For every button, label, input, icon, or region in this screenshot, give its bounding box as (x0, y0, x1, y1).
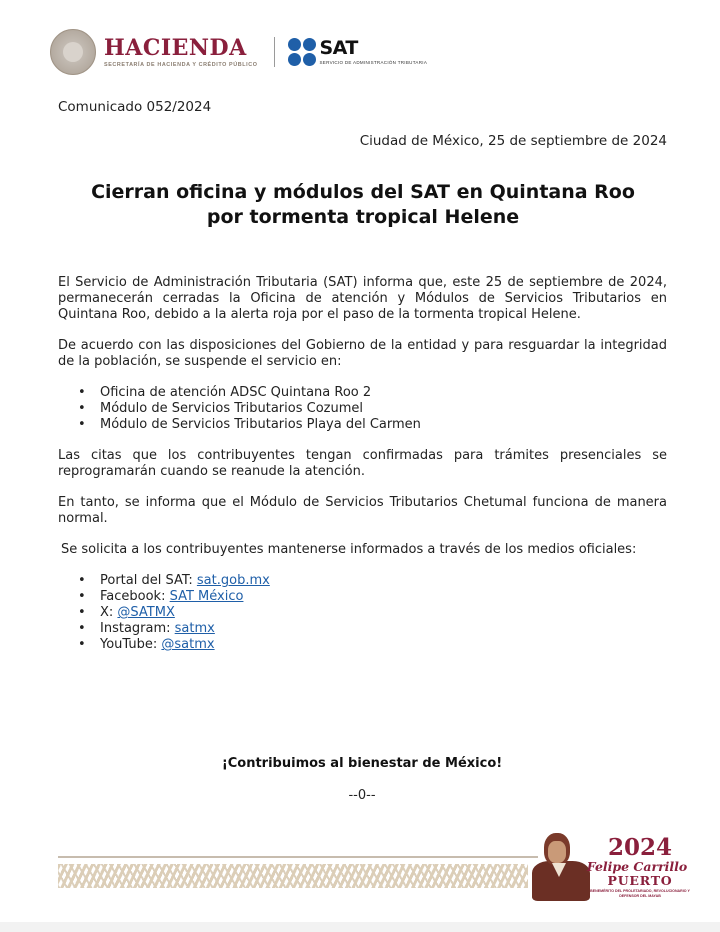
sat-subtitle: SERVICIO DE ADMINISTRACIÓN TRIBUTARIA (319, 60, 428, 65)
channel-facebook (100, 589, 667, 605)
title-line-1: Cierran oficina y módulos del SAT en Quintana Roo (91, 181, 635, 203)
channel-label: Instagram: (100, 621, 175, 636)
channel-label: X: (100, 605, 118, 620)
document-title (58, 180, 668, 230)
page-bottom-edge (0, 922, 720, 932)
closing-slogan: ¡Contribuimos al bienestar de México! (221, 756, 503, 771)
portal-link[interactable]: sat.gob.mx (196, 573, 270, 588)
hacienda-logo (104, 36, 258, 68)
logo-divider (274, 37, 275, 67)
channel-label: Facebook: (100, 589, 170, 604)
paragraph: Las citas que los contribuyentes tengan confirmadas para trámites presenciales se reprogramarán cuando se reanude la atención. (58, 448, 667, 479)
commemorative-logo (586, 834, 690, 898)
commemorative-name-2: PUERTO (607, 873, 673, 888)
channel-label: Portal del SAT: (100, 573, 197, 588)
paragraph: En tanto, se informa que el Módulo de Servicios Tributarios Chetumal funciona de manera normal. (58, 495, 667, 526)
footer-ornament (58, 864, 528, 888)
list-item: • Módulo de Servicios Tributarios Playa del Carmen (100, 417, 667, 433)
channel-youtube (100, 637, 667, 653)
facebook-link[interactable]: SAT México (169, 589, 244, 604)
footer-rule (58, 856, 538, 858)
hacienda-subtitle: SECRETARÍA DE HACIENDA Y CRÉDITO PÚBLICO (104, 62, 258, 68)
paragraph: De acuerdo con las disposiciones del Gobierno de la entidad y para resguardar la integridad de la población, se suspende el servicio en: (58, 338, 667, 369)
national-seal-icon (50, 29, 96, 75)
suspended-offices-list (58, 385, 667, 433)
list-item: • Módulo de Servicios Tributarios Cozumel (100, 401, 667, 417)
channel-portal (100, 573, 667, 589)
channel-instagram (100, 621, 667, 637)
sat-dots-icon (288, 38, 316, 66)
portrait-icon (530, 833, 592, 901)
commemorative-year: 2024 (607, 834, 672, 861)
sat-logo (320, 39, 428, 65)
official-channels-list (58, 573, 667, 653)
channel-x (100, 605, 667, 621)
paragraph: Se solicita a los contribuyentes mantenerse informados a través de los medios oficiales: (61, 542, 637, 557)
end-mark: --0-- (348, 788, 376, 803)
commemorative-name: Felipe Carrillo (586, 859, 688, 874)
commemorative-subtitle: BENEMÉRITO DEL PROLETARIADO, REVOLUCIONARIO Y DEFENSOR DEL MAYAB (590, 889, 690, 898)
comunicado-number: Comunicado 052/2024 (58, 99, 212, 115)
channel-label: YouTube: (100, 637, 162, 652)
document-body (58, 275, 667, 668)
dateline: Ciudad de México, 25 de septiembre de 2024 (359, 133, 667, 149)
youtube-link[interactable]: @satmx (161, 637, 215, 652)
list-item: • Oficina de atención ADSC Quintana Roo 2 (100, 385, 667, 401)
x-link[interactable]: @SATMX (117, 605, 175, 620)
sat-title: SAT (319, 37, 358, 59)
title-line-2: por tormenta tropical Helene (206, 206, 520, 228)
hacienda-title: HACIENDA (104, 35, 247, 61)
paragraph: El Servicio de Administración Tributaria (SAT) informa que, este 25 de septiembre de 2024, permanecerán cerradas la Oficina de atención y Módulos de Servicios Tributarios en Quintana Roo, debido a la alerta roja por el paso de la tormenta tropical Helene. (58, 275, 667, 322)
letterhead (50, 26, 427, 78)
instagram-link[interactable]: satmx (174, 621, 215, 636)
